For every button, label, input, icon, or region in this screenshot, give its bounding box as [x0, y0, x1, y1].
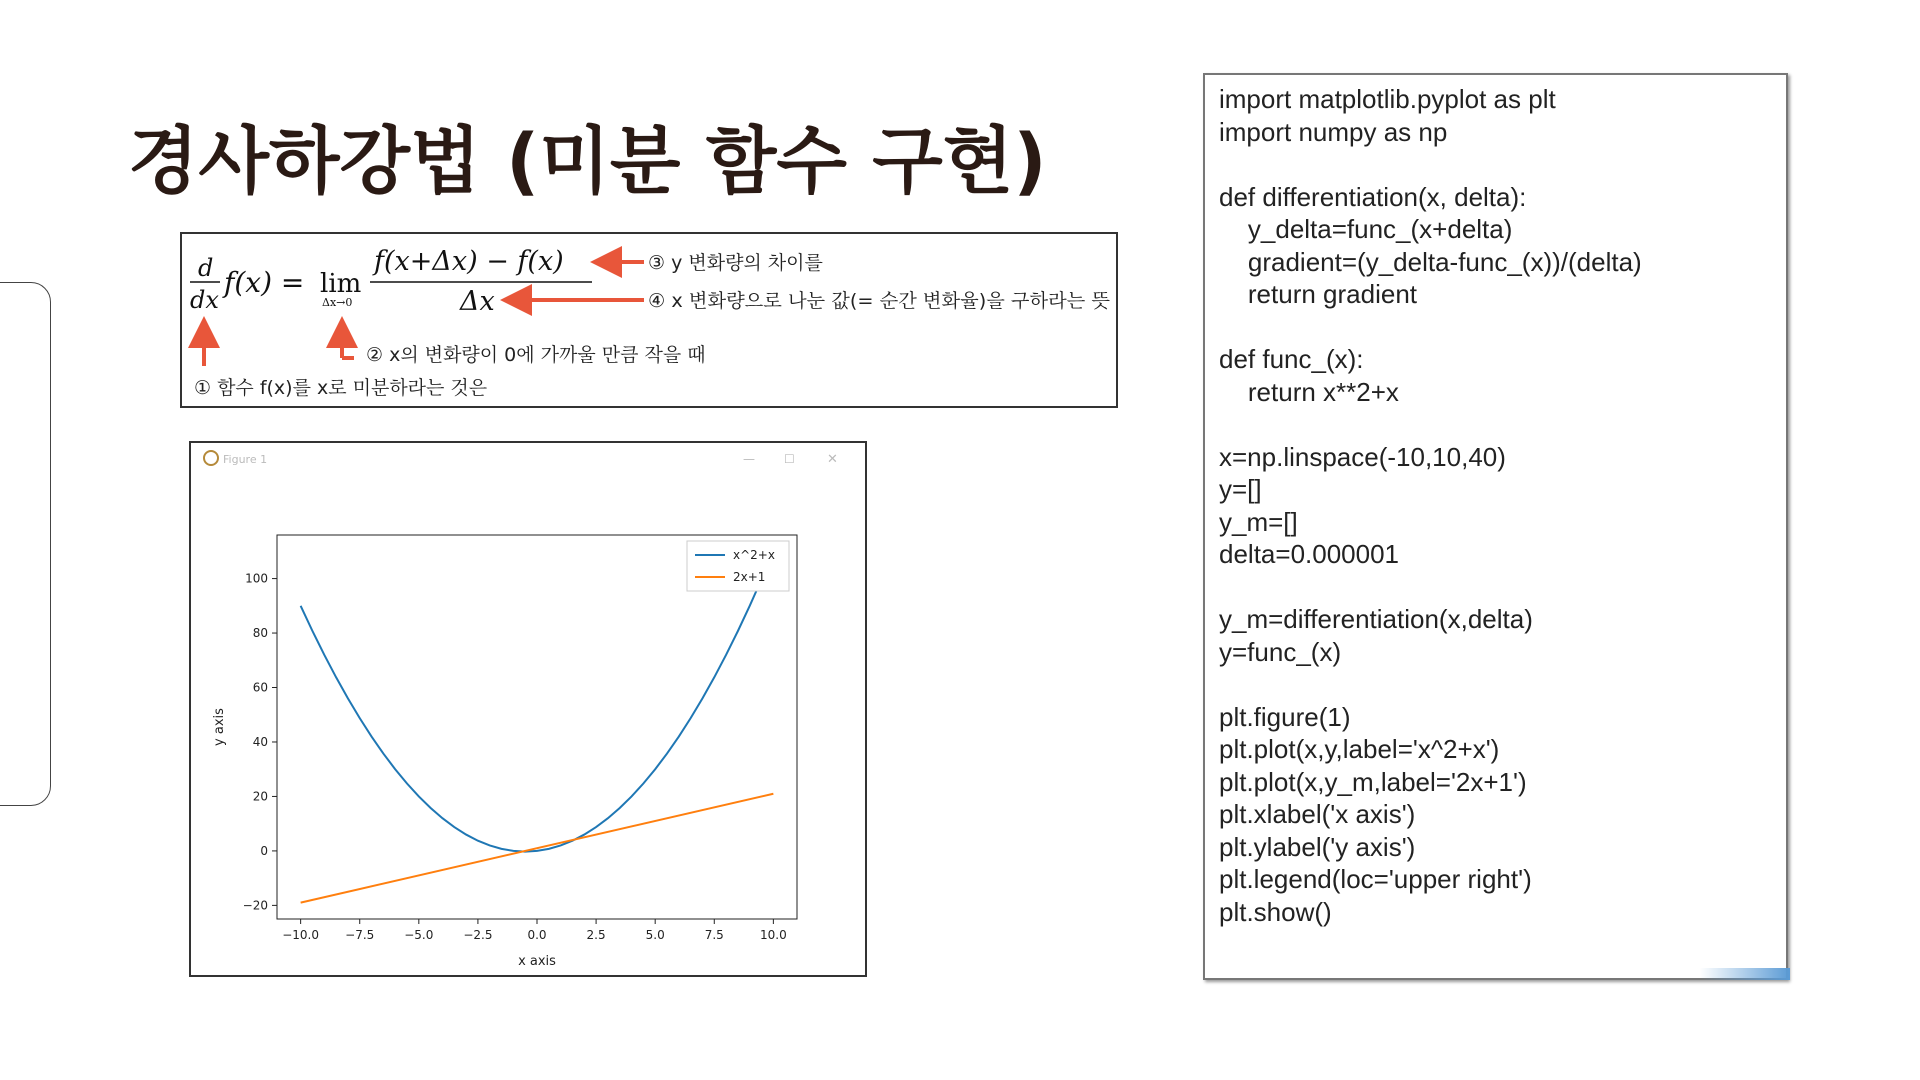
note-1: ① 함수 f(x)를 x로 미분하라는 것은 — [194, 377, 488, 399]
note-4: ④ x 변화량으로 나눈 값(= 순간 변화율)을 구하라는 뜻 — [648, 290, 1110, 312]
x-tick-label: −10.0 — [282, 928, 320, 942]
y-tick-label: −20 — [242, 898, 268, 913]
matplotlib-figure-window — [189, 441, 867, 977]
formula-dx: dx — [190, 286, 219, 314]
derivative-definition-box — [180, 232, 1118, 408]
code-listing-box — [1203, 73, 1788, 980]
legend — [687, 541, 789, 591]
note-3: ③ y 변화량의 차이를 — [648, 252, 823, 274]
formula-d: d — [198, 254, 214, 282]
code-line: y_m=[] — [1219, 506, 1298, 537]
code-line: delta=0.000001 — [1219, 539, 1400, 569]
code-line: plt.legend(loc='upper right') — [1219, 864, 1532, 894]
formula-fx: f(x) = — [224, 266, 305, 299]
slide-title: 경사하강법 (미분 함수 구현) — [128, 119, 1047, 204]
formula-lim: lim — [320, 269, 362, 299]
x-tick-label: −2.5 — [463, 928, 493, 942]
x-tick-label: 7.5 — [704, 928, 724, 942]
x-axis-label: x axis — [518, 954, 556, 969]
maximize-button[interactable]: ☐ — [784, 452, 795, 466]
x-tick-label: −5.0 — [404, 928, 434, 942]
side-tab-outline — [0, 282, 51, 806]
plot-area — [277, 535, 797, 919]
code-line: x=np.linspace(-10,10,40) — [1219, 441, 1506, 472]
code-line: def differentiation(x, delta): — [1219, 181, 1527, 212]
formula-lim-sub: Δx→0 — [322, 296, 353, 309]
note-2: ② x의 변화량이 0에 가까울 만큼 작을 때 — [366, 344, 706, 366]
x-tick-label: 0.0 — [527, 928, 547, 942]
formula-denominator: Δx — [460, 286, 495, 317]
chart-svg — [191, 443, 865, 975]
code-line: plt.ylabel('y axis') — [1219, 831, 1416, 862]
code-line: y=func_(x) — [1219, 636, 1342, 667]
x-tick-label: 10.0 — [760, 928, 787, 942]
code-line: y_m=differentiation(x,delta) — [1219, 604, 1533, 634]
code-line: y_delta=func_(x+delta) — [1219, 214, 1513, 244]
code-line: plt.figure(1) — [1219, 701, 1351, 732]
formula-svg — [182, 234, 1120, 410]
window-titlebar — [204, 451, 838, 467]
code-line: gradient=(y_delta-func_(x))/(delta) — [1219, 246, 1642, 277]
code-line: plt.plot(x,y_m,label='2x+1') — [1219, 766, 1527, 797]
y-tick-label: 80 — [252, 626, 268, 641]
minimize-button[interactable]: — — [743, 452, 755, 466]
x-tick-label: 5.0 — [645, 928, 665, 942]
code-line: plt.show() — [1219, 896, 1332, 927]
code-line: def func_(x): — [1219, 344, 1364, 374]
y-tick-label: 20 — [252, 789, 268, 804]
code-line: import matplotlib.pyplot as plt — [1219, 84, 1556, 114]
code-line: plt.plot(x,y,label='x^2+x') — [1219, 734, 1500, 764]
legend-label-2x1: 2x+1 — [733, 570, 766, 584]
x-tick-label: 2.5 — [586, 928, 606, 942]
code-line: plt.xlabel('x axis') — [1219, 799, 1416, 829]
window-title: Figure 1 — [223, 453, 268, 466]
y-tick-label: 100 — [245, 571, 268, 586]
code-line: return x**2+x — [1219, 376, 1399, 407]
code-line: return gradient — [1219, 279, 1417, 309]
legend-label-x2x: x^2+x — [733, 548, 775, 562]
code-line: import numpy as np — [1219, 116, 1448, 147]
close-button[interactable]: ✕ — [827, 452, 838, 467]
x-tick-label: −7.5 — [345, 928, 375, 942]
y-tick-label: 60 — [252, 680, 268, 695]
y-tick-label: 40 — [252, 734, 268, 749]
matplotlib-logo-icon — [204, 451, 218, 465]
formula-numerator: f(x+Δx) − f(x) — [374, 246, 564, 277]
code-line: y=[] — [1219, 474, 1262, 504]
y-axis-label: y axis — [212, 708, 227, 746]
y-tick-label: 0 — [260, 843, 268, 858]
blue-accent-bar — [1700, 968, 1790, 980]
